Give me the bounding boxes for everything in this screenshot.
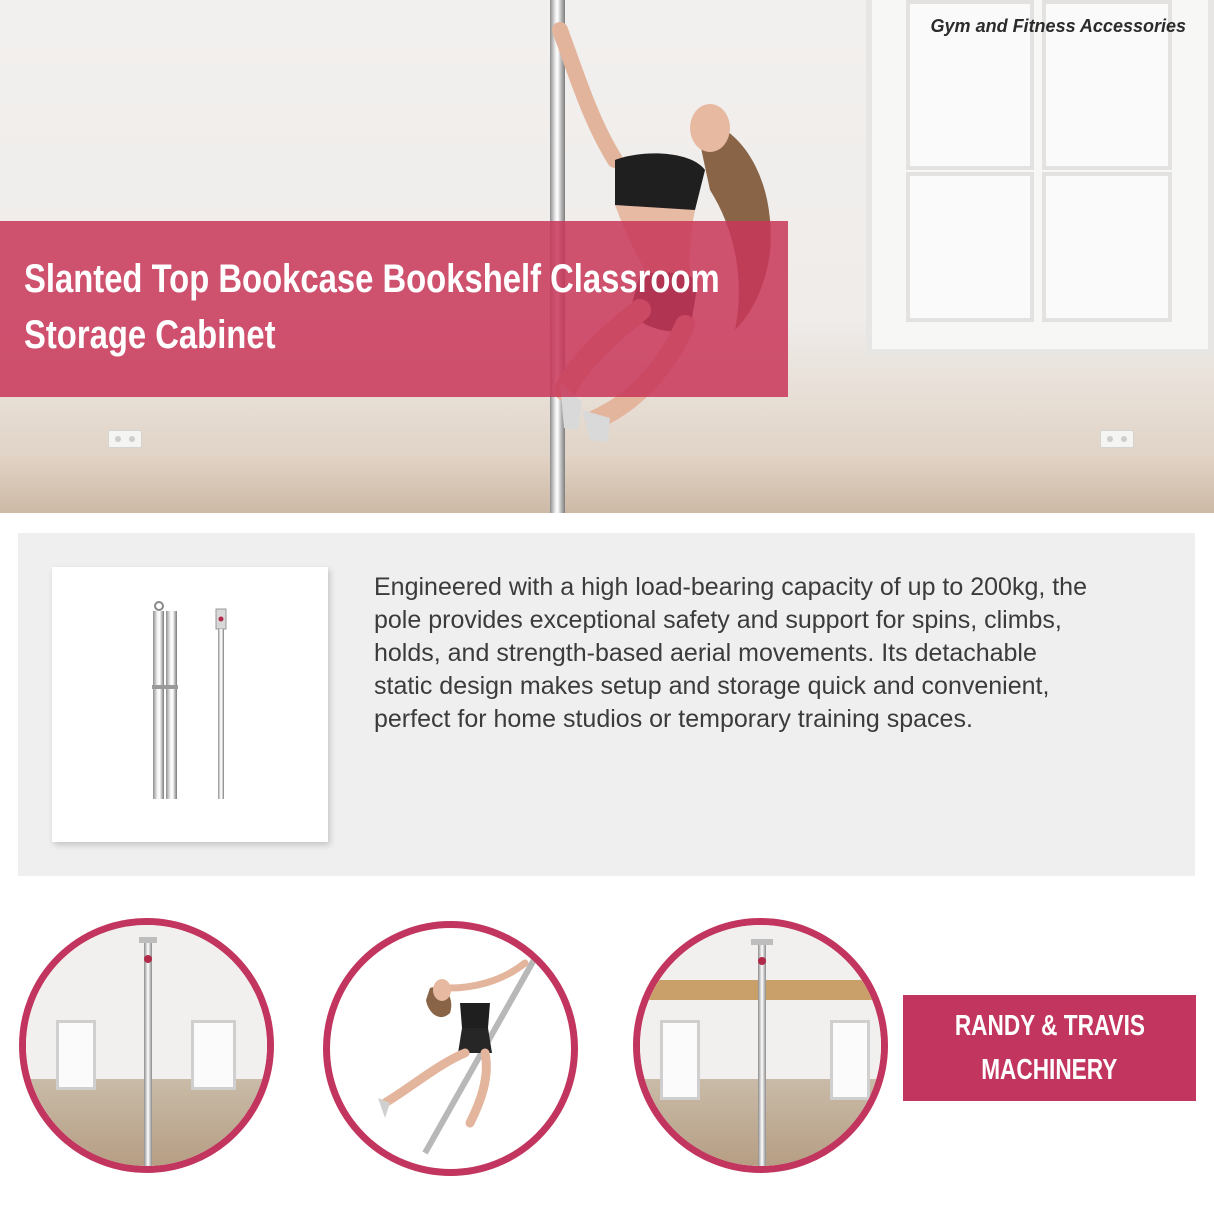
wall-outlet-icon [108,430,142,448]
dance-pole-icon [52,567,328,842]
product-title-line: Storage Cabinet [24,313,276,357]
description-line: pole provides exceptional safety and support for spins, climbs, [374,606,1062,634]
description-line: perfect for home studios or temporary training spaces. [374,705,973,733]
studio-window [866,0,1214,355]
description-line: static design makes setup and storage quick and convenient, [374,672,1050,700]
product-title [24,251,762,363]
description-line: Engineered with a high load-bearing capacity of up to 200kg, the [374,573,1087,601]
description-line: holds, and strength-based aerial movements. Its detachable [374,639,1037,667]
brand-badge [903,995,1196,1101]
wall-outlet-icon [1100,430,1134,448]
brand-badge-line: MACHINERY [981,1054,1118,1086]
studio-room-photo [19,918,274,1173]
product-title-line: Slanted Top Bookcase Bookshelf Classroom [24,257,720,301]
product-description [374,571,1174,736]
dancer-photo [323,921,578,1176]
info-panel [18,533,1195,876]
hero-section [0,0,1214,513]
product-image-card [52,567,328,842]
title-banner [0,221,788,397]
brand-label: Gym and Fitness Accessories [930,16,1186,36]
brand-badge-line: RANDY & TRAVIS [954,1010,1145,1042]
studio-room-photo [633,918,888,1173]
